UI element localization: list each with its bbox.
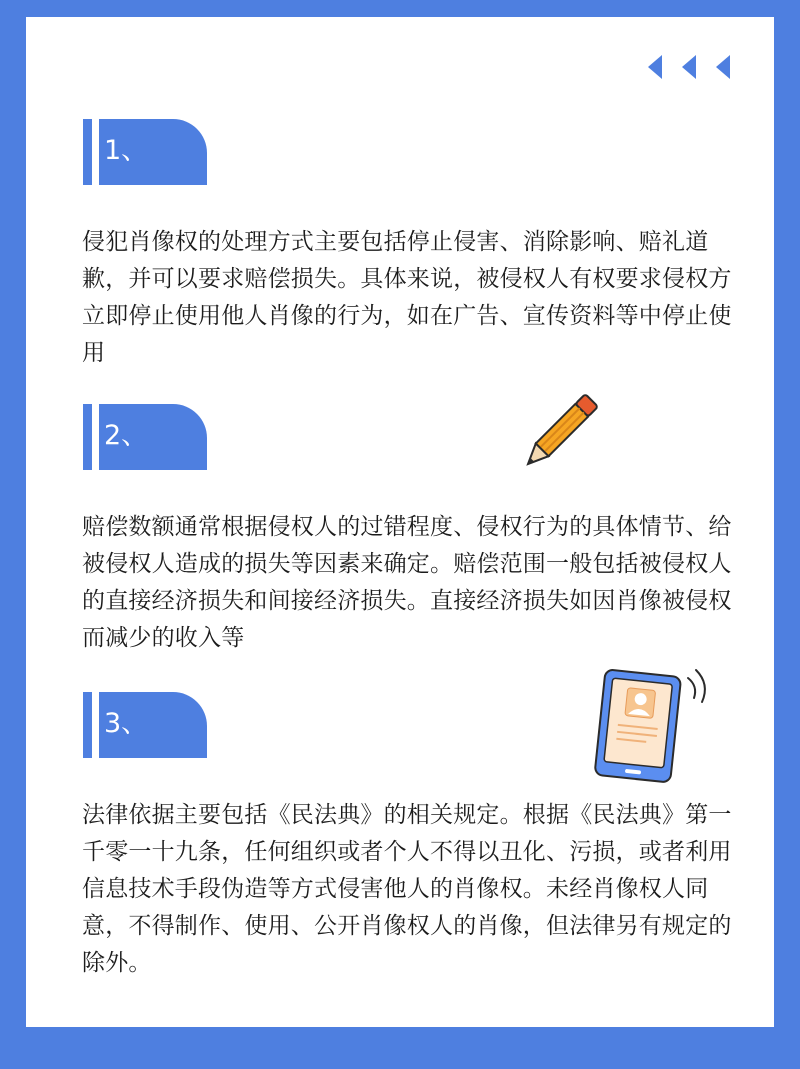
badge-bar: [83, 119, 92, 185]
section-1-badge: [83, 119, 207, 185]
section-2-badge: [83, 404, 207, 470]
section-3-badge: [83, 692, 207, 758]
tablet-profile-illustration: [588, 660, 718, 785]
section-2-text: 赔偿数额通常根据侵权人的过错程度、侵权行为的具体情节、给被侵权人造成的损失等因素来确定。赔偿范围一般包括被侵权人的直接经济损失和间接经济损失。直接经济损失如因肖像被侵权而减少的收入等: [82, 514, 732, 651]
section-number: 3、: [104, 708, 149, 739]
section-number: 2、: [104, 420, 149, 451]
pencil-illustration: [512, 390, 602, 480]
triple-left-chevron-icon: [648, 55, 730, 79]
badge-bar: [83, 692, 92, 758]
section-1-text: 侵犯肖像权的处理方式主要包括停止侵害、消除影响、赔礼道歉，并可以要求赔偿损失。具体来说，被侵权人有权要求侵权方立即停止使用他人肖像的行为，如在广告、宣传资料等中停止使用: [82, 229, 732, 366]
badge-bar: [83, 404, 92, 470]
section-number: 1、: [104, 135, 149, 166]
section-3-text: 法律依据主要包括《民法典》的相关规定。根据《民法典》第一千零一十九条，任何组织或者个人不得以丑化、污损，或者利用信息技术手段伪造等方式侵害他人的肖像权。未经肖像权人同意，不得制作、使用、公开肖像权人的肖像，但法律另有规定的除外。: [82, 802, 732, 976]
